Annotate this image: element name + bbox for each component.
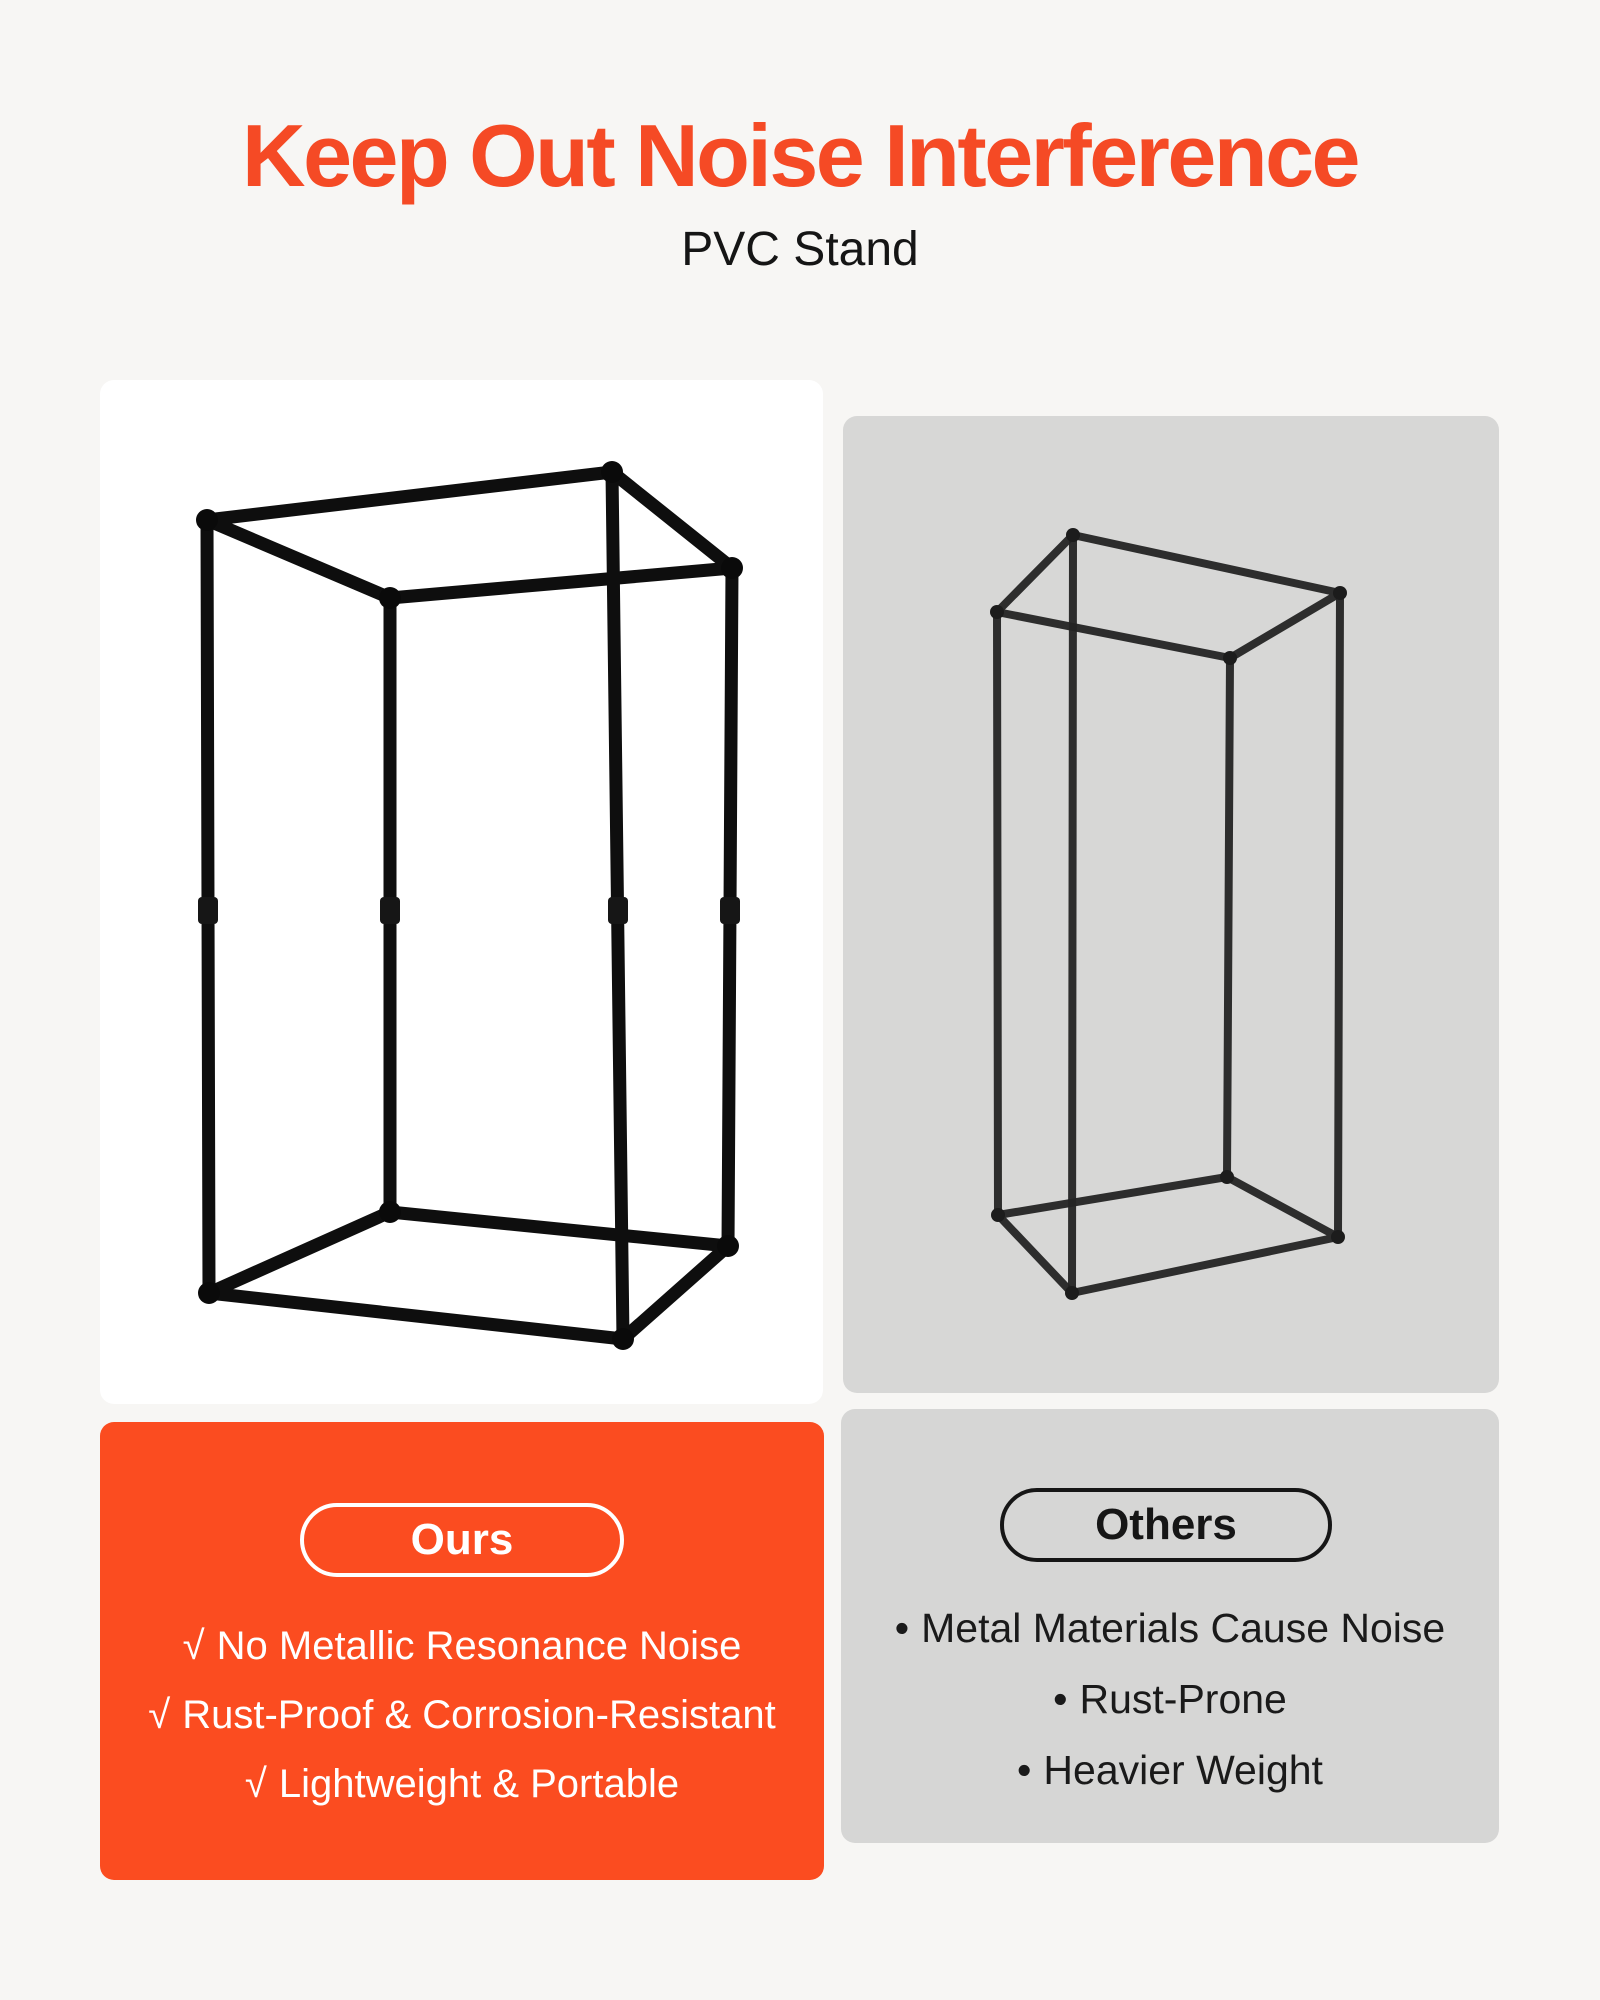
others-feature-list <box>841 1593 1499 1806</box>
ours-feature-list <box>100 1612 824 1819</box>
ours-feature-item-1 <box>100 1612 824 1681</box>
others-product-panel <box>843 416 1499 1393</box>
bullet-icon: • <box>1017 1747 1032 1793</box>
bullet-icon: • <box>894 1605 910 1651</box>
others-badge <box>1000 1488 1332 1562</box>
others-badge-label: Others <box>1095 1500 1237 1549</box>
check-icon: √ <box>244 1762 267 1806</box>
ours-badge-label: Ours <box>410 1515 514 1564</box>
feature-text: Rust-Prone <box>1079 1676 1287 1722</box>
feature-text: Metal Materials Cause Noise <box>921 1605 1446 1651</box>
check-icon: √ <box>148 1693 171 1737</box>
others-feature-item-2 <box>841 1664 1499 1735</box>
feature-text: Heavier Weight <box>1043 1747 1323 1793</box>
ours-feature-item-2 <box>100 1681 824 1750</box>
ours-product-panel <box>100 380 823 1404</box>
bullet-icon: • <box>1053 1676 1068 1722</box>
feature-text: No Metallic Resonance Noise <box>216 1624 742 1668</box>
page-subtitle: PVC Stand <box>681 223 919 276</box>
feature-text: Lightweight & Portable <box>278 1762 680 1806</box>
page-title: Keep Out Noise Interference <box>242 106 1358 205</box>
ours-badge <box>300 1503 624 1577</box>
ours-feature-item-3 <box>100 1750 824 1819</box>
check-icon: √ <box>182 1624 205 1668</box>
feature-text: Rust-Proof & Corrosion-Resistant <box>182 1693 776 1737</box>
others-feature-item-3 <box>841 1735 1499 1806</box>
metal-stand-frame-image <box>843 416 1499 1393</box>
others-feature-item-1 <box>841 1593 1499 1664</box>
pvc-stand-frame-image <box>100 380 823 1404</box>
